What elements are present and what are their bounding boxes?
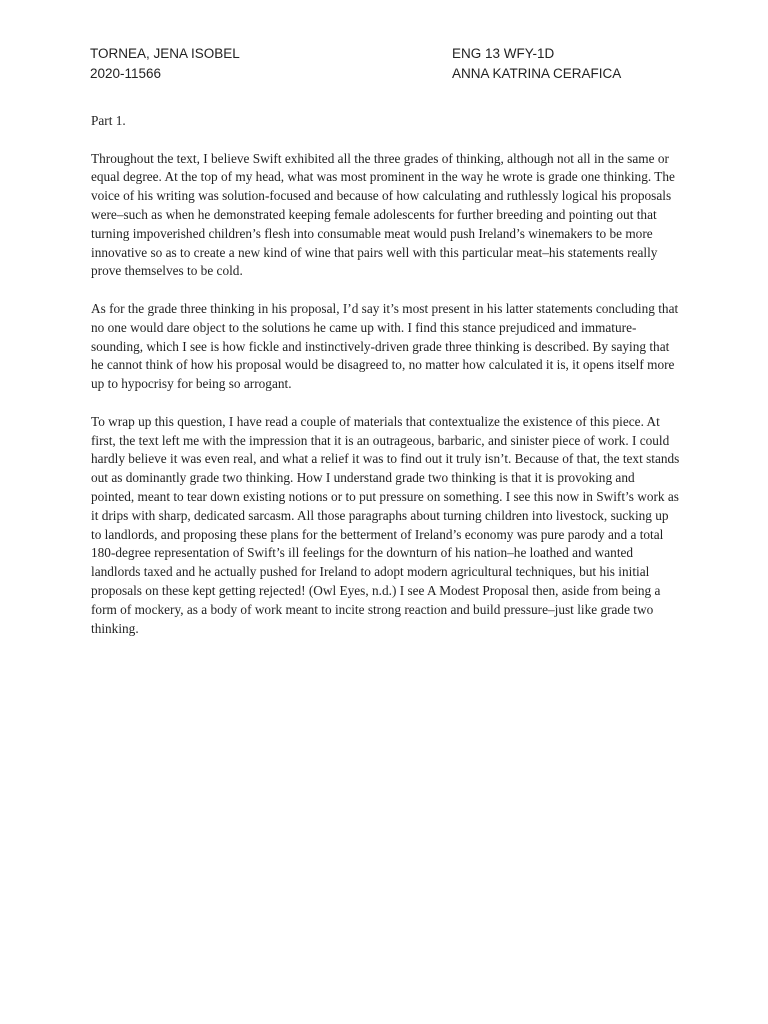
student-number: 2020-11566 — [90, 66, 162, 81]
document-body — [91, 112, 681, 657]
student-name: TORNEA, JENA ISOBEL — [90, 46, 240, 61]
header-right-block — [452, 44, 621, 84]
course-code: ENG 13 WFY-1D — [452, 46, 555, 61]
paragraph-3: To wrap up this question, I have read a couple of materials that contextualize the existence of this piece. At first, the text left me with the impression that it is an outrageous, barbaric, and sinister piece of work. I could hardly believe it was even real, and what a relief it was to find out it truly isn’t. Because of that, the text stands out as dominantly grade two thinking. How I understand grade two thinking is that it is provoking and pointed, meant to tear down existing notions or to put pressure on something. I see this now in Swift’s work as it drips with sharp, dedicated sarcasm. All those paragraphs about turning children into livestock, sucking up to landlords, and proposing these plans for the betterment of Ireland’s economy was pure parody and a total 180-degree representation of Swift’s ill feelings for the downturn of his nation–he loathed and wanted landlords taxed and he actually pushed for Ireland to adopt modern agricultural techniques, but his initial proposals on these kept getting rejected! (Owl Eyes, n.d.) I see A Modest Proposal then, aside from being a form of mockery, as a body of work meant to incite strong reaction and build pressure–just like grade two thinking. — [91, 413, 680, 636]
paragraph-1: Throughout the text, I believe Swift exhibited all the three grades of thinking, although not all in the same or equal degree. At the top of my head, what was most prominent in the way he wrote is grade one thinking. The voice of his writing was solution-focused and because of how calculating and ruthlessly logical his proposals were–such as when he demonstrated keeping female adolescents for further breeding and pointing out that turning impoverished children’s flesh into consumable meat would push Ireland’s winemakers to be more innovative so as to create a new kind of wine that pairs well with this particular meat–his statements really prove themselves to be cold. — [91, 150, 675, 279]
header-left-block — [90, 44, 240, 84]
paragraph-2: As for the grade three thinking in his proposal, I’d say it’s most present in his latter statements concluding that no one would dare object to the solutions he came up with. I find this stance prejudiced and immature-sounding, which I see is how fickle and instinctively-driven grade three thinking is described. By saying that he cannot think of how his proposal would be disagreed to, no matter how calculated it is, it opens itself more up to hypocrisy for being so arrogant. — [91, 300, 679, 392]
part-label: Part 1. — [91, 113, 126, 128]
instructor-name: ANNA KATRINA CERAFICA — [452, 66, 622, 81]
